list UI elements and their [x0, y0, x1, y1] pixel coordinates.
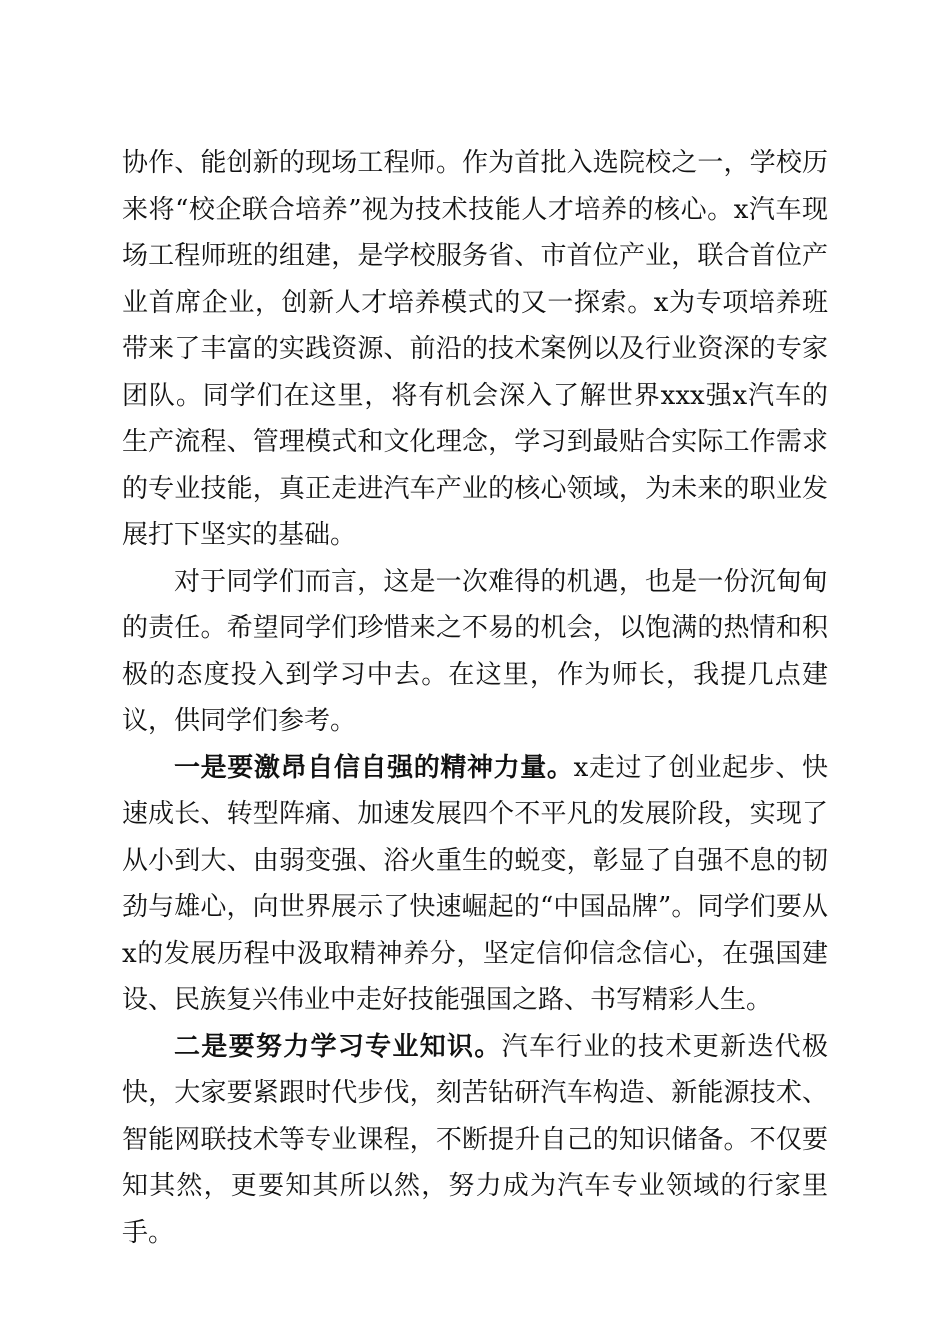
paragraph-suggestion-two: [122, 1024, 828, 1257]
paragraph-text: 汽车行业的技术更新迭代极快，大家要紧跟时代步伐，刻苦钻研汽车构造、新能源技术、智能网联技术等专业课程，不断提升自己的知识储备。不仅要知其然，更要知其所以然，努力成为汽车专业领域的行家里手。: [122, 1031, 828, 1248]
paragraph-suggestion-one: [122, 745, 828, 1024]
paragraph-text: 对于同学们而言，这是一次难得的机遇，也是一份沉甸甸的责任。希望同学们珍惜来之不易的机会，以饱满的热情和积极的态度投入到学习中去。在这里，作为师长，我提几点建议，供同学们参考。: [122, 566, 828, 736]
paragraph-text: 协作、能创新的现场工程师。作为首批入选院校之一，学校历来将“校企联合培养”视为技术技能人才培养的核心。x汽车现场工程师班的组建，是学校服务省、市首位产业，联合首位产业首席企业，创新人才培养模式的又一探索。x为专项培养班带来了丰富的实践资源、前沿的技术案例以及行业资深的专家团队。同学们在这里，将有机会深入了解世界xxx强x汽车的生产流程、管理模式和文化理念，学习到最贴合实际工作需求的专业技能，真正走进汽车产业的核心领域，为未来的职业发展打下坚实的基础。: [122, 148, 828, 550]
paragraph-lead: 一是要激昂自信自强的精神力量。: [174, 752, 574, 783]
paragraph-continuation: [122, 140, 828, 559]
paragraph-opportunity: [122, 559, 828, 745]
paragraph-lead: 二是要努力学习专业知识。: [174, 1031, 502, 1062]
document-body: [122, 140, 828, 1256]
paragraph-text: x走过了创业起步、快速成长、转型阵痛、加速发展四个不平凡的发展阶段，实现了从小到大、由弱变强、浴火重生的蜕变，彰显了自强不息的韧劲与雄心，向世界展示了快速崛起的“中国品牌”。同学们要从x的发展历程中汲取精神养分，坚定信仰信念信心，在强国建设、民族复兴伟业中走好技能强国之路、书写精彩人生。: [122, 752, 828, 1015]
